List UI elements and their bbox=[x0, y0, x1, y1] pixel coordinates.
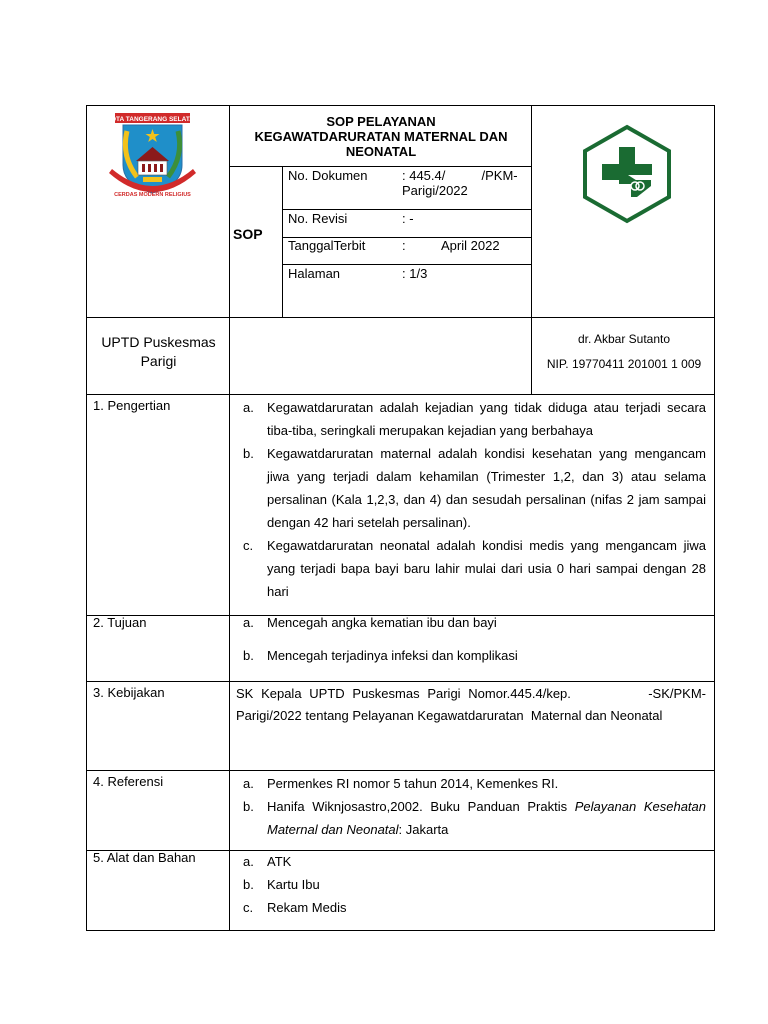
title-line: KEGAWATDARURATAN MATERNAL DAN bbox=[254, 128, 508, 144]
info-key-no-dokumen: No. Dokumen bbox=[288, 168, 368, 183]
puskesmas-logo bbox=[581, 124, 673, 224]
info-key-halaman: Halaman bbox=[288, 266, 341, 281]
list-text: Kegawatdaruratan adalah kejadian yang tidak diduga atau terjadi secara tiba-tiba, seringkali merupakan kejadian yang berbahaya bbox=[267, 400, 706, 438]
list-text: Mencegah terjadinya infeksi dan komplikasi bbox=[267, 648, 518, 663]
list-marker: b. bbox=[243, 799, 254, 814]
list-item bbox=[235, 772, 706, 795]
info-value-no-revisi: : - bbox=[402, 211, 414, 226]
emblem-banner-text: KOTA TANGERANG SELATAN bbox=[106, 116, 199, 123]
divider bbox=[229, 615, 230, 681]
list-text: Mencegah angka kematian ibu dan bayi bbox=[267, 615, 497, 630]
section-tujuan bbox=[86, 615, 715, 682]
list-marker: b. bbox=[243, 446, 254, 461]
reference-publisher: : Jakarta bbox=[398, 822, 449, 837]
section-referensi bbox=[86, 770, 715, 851]
list-item bbox=[235, 850, 706, 873]
info-value-no-dokumen bbox=[402, 168, 522, 198]
list-marker: a. bbox=[243, 400, 254, 415]
header-table bbox=[86, 105, 715, 318]
org-line: UPTD Puskesmas bbox=[101, 334, 216, 350]
section-text: SK Kepala UPTD Puskesmas Parigi Nomor.445.4/kep. -SK/PKM-Parigi/2022 tentang Pelayanan Kegawatdaruratan Maternal dan Neonatal bbox=[236, 686, 706, 723]
section-label: 4. Referensi bbox=[93, 774, 164, 789]
list-marker: c. bbox=[243, 900, 254, 915]
info-value-line: : 445.4/ /PKM- bbox=[402, 168, 518, 183]
divider bbox=[282, 166, 283, 317]
list-item bbox=[235, 648, 706, 664]
org-line: Parigi bbox=[140, 353, 177, 369]
list-item bbox=[235, 615, 706, 631]
organization-name bbox=[87, 333, 230, 371]
reference-author: Hanifa Wiknjosastro,2002. Buku Panduan Praktis bbox=[267, 799, 575, 814]
list-item bbox=[235, 795, 706, 841]
section-content bbox=[235, 396, 706, 603]
info-value-halaman: : 1/3 bbox=[402, 266, 428, 281]
puskesmas-hexagon-icon bbox=[581, 124, 673, 224]
list-text: Permenkes RI nomor 5 tahun 2014, Kemenkes RI. bbox=[267, 776, 559, 791]
list-marker: a. bbox=[243, 854, 254, 869]
section-content bbox=[235, 850, 706, 919]
sop-label: SOP bbox=[233, 226, 263, 242]
section-content bbox=[235, 615, 706, 664]
info-key-tanggal-terbit: TanggalTerbit bbox=[288, 238, 366, 253]
divider bbox=[531, 317, 532, 394]
list-text: Kartu Ibu bbox=[267, 877, 320, 892]
list-marker: c. bbox=[243, 538, 254, 553]
divider bbox=[229, 770, 230, 850]
section-content bbox=[235, 772, 706, 841]
list-item bbox=[235, 873, 706, 896]
divider bbox=[282, 209, 531, 210]
emblem-motto-text: CERDAS MODERN RELIGIUS bbox=[114, 192, 191, 198]
divider bbox=[229, 681, 230, 770]
section-pengertian bbox=[86, 394, 715, 616]
list-item bbox=[235, 534, 706, 603]
info-key-no-revisi: No. Revisi bbox=[288, 211, 348, 226]
signatory-nip: NIP. 19770411 201001 1 009 bbox=[546, 357, 702, 371]
info-value-line: Parigi/2022 bbox=[402, 183, 468, 198]
divider bbox=[229, 394, 230, 615]
section-label: 1. Pengertian bbox=[93, 398, 171, 413]
list-marker: b. bbox=[243, 648, 254, 663]
title-line: NEONATAL bbox=[345, 143, 417, 159]
list-text: ATK bbox=[267, 854, 292, 869]
city-emblem-icon bbox=[101, 111, 204, 201]
section-label: 5. Alat dan Bahan bbox=[93, 850, 196, 865]
divider bbox=[229, 850, 230, 930]
info-value-tanggal-terbit: : April 2022 bbox=[402, 238, 500, 253]
list-item bbox=[235, 396, 706, 442]
list-text: Rekam Medis bbox=[267, 900, 347, 915]
section-label: 2. Tujuan bbox=[93, 615, 147, 630]
divider bbox=[229, 166, 531, 167]
city-emblem-logo bbox=[101, 111, 204, 201]
list-text: Kegawatdaruratan neonatal adalah kondisi medis yang mengancam jiwa yang terjadi bapa bayi baru lahir mulai dari usia 0 hari sampai dengan 28 hari bbox=[267, 538, 706, 599]
section-label: 3. Kebijakan bbox=[93, 685, 165, 700]
title-line: SOP PELAYANAN bbox=[326, 113, 436, 129]
list-marker: b. bbox=[243, 877, 254, 892]
document-title bbox=[230, 106, 532, 166]
section-alat-bahan bbox=[86, 850, 715, 931]
divider bbox=[282, 264, 531, 265]
signatory-name: dr. Akbar Sutanto bbox=[577, 332, 671, 346]
section-kebijakan bbox=[86, 681, 715, 771]
list-item bbox=[235, 896, 706, 919]
signature-row bbox=[86, 317, 715, 395]
list-marker: a. bbox=[243, 776, 254, 791]
list-marker: a. bbox=[243, 615, 254, 630]
list-text: Kegawatdaruratan maternal adalah kondisi kesehatan yang mengancam jiwa yang terjadi dalam kehamilan (Trimester 1,2, dan 3) atau selama persalinan (Kala 1,2,3, dan 4) dan sesudah persalinan (nifas 2 jam sampai dengan 42 hari setelah persalinan). bbox=[267, 446, 706, 530]
reference-book-title: Pelayanan Kesehatan Maternal dan Neonatal bbox=[267, 799, 706, 837]
list-item bbox=[235, 442, 706, 534]
